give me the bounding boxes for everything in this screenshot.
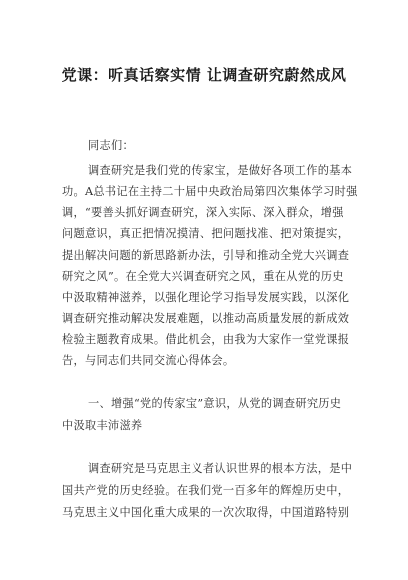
paragraph-line: 调查研究是我们党的传家宝，是做好各项工作的基本 [88,164,353,177]
section-heading-line: 一、增强“党的传家宝”意识，从党的调查研究历史 [88,397,342,410]
paragraph-line: 研究之风”。在全党大兴调查研究之风，重在从党的历史 [62,270,344,283]
paragraph-line: 提出解决问题的新思路新办法，引导和推动全党大兴调查 [62,249,350,262]
paragraph-line: 功。A总书记在主持二十届中央政治局第四次集体学习时强 [62,185,358,198]
document-title: 党课：听真话察实情 让调查研究蔚然成风 [61,66,347,84]
paragraph-line: 检验主题教育成果。借此机会，由我为大家作一堂党课报 [62,333,350,346]
paragraph-line: 调查研究是马克思主义者认识世界的根本方法，是中 [88,462,353,475]
paragraph-line: 马克思主义中国化重大成果的一次次取得，中国道路特别 [62,506,350,519]
paragraph-line: 调，“要善头抓好调查研究，深入实际、深入群众，增强 [62,206,344,219]
paragraph-line: 调查研究推动解决发展难题，以推动高质量发展的新成效 [62,312,350,325]
paragraph-line: 问题意识，真正把情况摸清、把问题找准、把对策提实， [62,227,350,240]
section-heading-line: 中汲取丰沛滋养 [62,419,143,432]
paragraph-line: 中汲取精神滋养，以强化理论学习指导发展实践，以深化 [62,291,350,304]
paragraph-line: 告，与同志们共同交流心得体会。 [62,354,235,367]
salutation: 同志们： [88,139,134,152]
paragraph-line: 国共产党的历史经验。在我们党一百多年的辉煌历史中， [62,484,350,497]
